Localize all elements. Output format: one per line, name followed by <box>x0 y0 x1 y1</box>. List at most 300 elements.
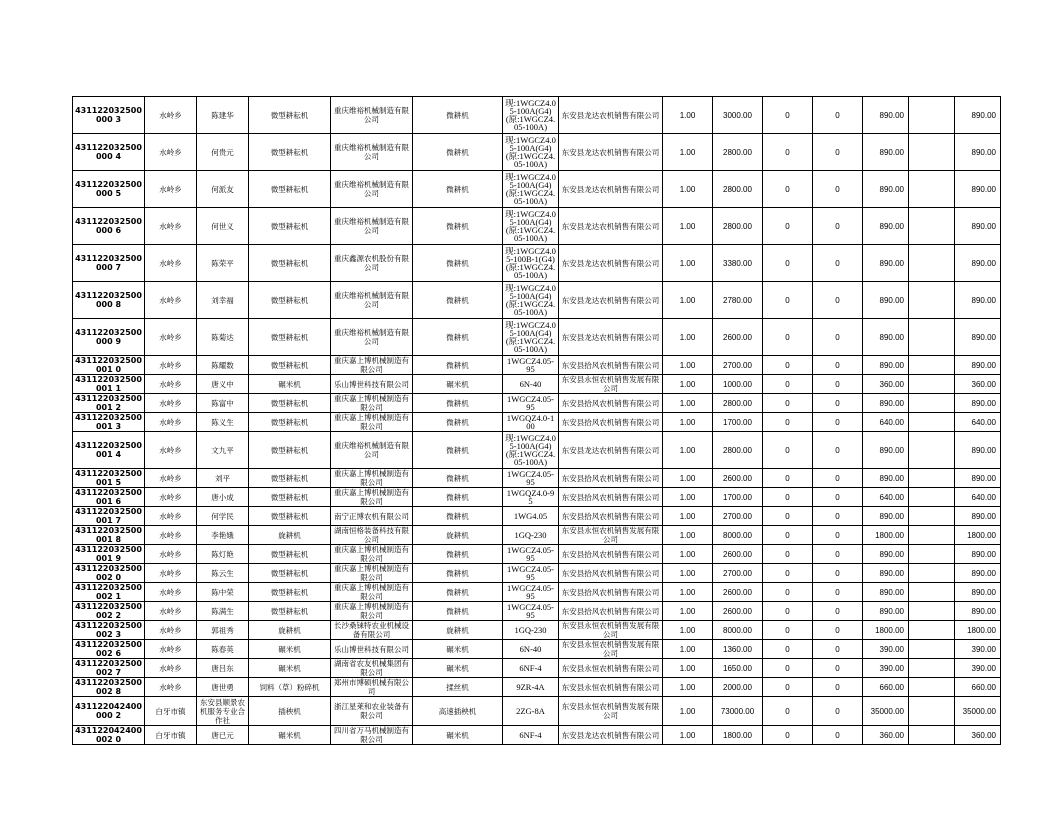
cell-subsidy-amount: 890.00 <box>863 545 909 564</box>
cell-total-subsidy: 1800.00 <box>955 526 1001 545</box>
cell-town: 水岭乡 <box>145 97 197 134</box>
cell-record-id: 431122032500002 0 <box>73 564 145 583</box>
cell-model-number: 现:1WGCZ4.05-100A(G4)(原:1WGCZ4.05-100A) <box>503 134 559 171</box>
cell-machine-item: 微耕机 <box>413 171 503 208</box>
cell-buyer-name: 刘平 <box>197 469 249 488</box>
cell-manufacturer: 湖南恒格装备科技有限公司 <box>331 526 413 545</box>
cell-town: 水岭乡 <box>145 245 197 282</box>
table-row <box>73 526 1001 545</box>
cell-price: 2800.00 <box>713 171 763 208</box>
cell-machine-item: 微耕机 <box>413 507 503 526</box>
cell-town: 白牙市镇 <box>145 697 197 726</box>
cell-dealer: 东安县拾风农机销售有限公司 <box>559 545 663 564</box>
cell-total-subsidy: 890.00 <box>955 432 1001 469</box>
cell-central-subsidy: 0 <box>763 526 813 545</box>
cell-machine-category: 碾米机 <box>249 726 331 745</box>
table-row <box>73 488 1001 507</box>
cell-buyer-name: 陈义生 <box>197 413 249 432</box>
cell-extra-amount <box>909 319 955 356</box>
cell-dealer: 东安县拾风农机销售有限公司 <box>559 469 663 488</box>
cell-buyer-name: 刘幸福 <box>197 282 249 319</box>
cell-total-subsidy: 640.00 <box>955 413 1001 432</box>
cell-subsidy-amount: 390.00 <box>863 640 909 659</box>
table-row <box>73 583 1001 602</box>
cell-manufacturer: 重庆维裕机械制造有限公司 <box>331 282 413 319</box>
cell-manufacturer: 重庆嘉上博机械制造有限公司 <box>331 394 413 413</box>
cell-record-id: 431122032500001 8 <box>73 526 145 545</box>
table-row <box>73 602 1001 621</box>
cell-central-subsidy: 0 <box>763 602 813 621</box>
cell-model-number: 现:1WGCZ4.05-100A(G4)(原:1WGCZ4.05-100A) <box>503 208 559 245</box>
cell-town: 水岭乡 <box>145 640 197 659</box>
cell-machine-item: 碾米机 <box>413 726 503 745</box>
cell-model-number: 1WGCZ4.05-95 <box>503 564 559 583</box>
cell-local-subsidy: 0 <box>813 659 863 678</box>
cell-local-subsidy: 0 <box>813 640 863 659</box>
cell-manufacturer: 四川省万马机械制造有限公司 <box>331 726 413 745</box>
cell-local-subsidy: 0 <box>813 621 863 640</box>
cell-central-subsidy: 0 <box>763 640 813 659</box>
cell-manufacturer: 郑州市博硕机械有限公司 <box>331 678 413 697</box>
cell-record-id: 431122032500001 7 <box>73 507 145 526</box>
cell-buyer-name: 何世义 <box>197 208 249 245</box>
table-row <box>73 394 1001 413</box>
table-row <box>73 97 1001 134</box>
cell-town: 水岭乡 <box>145 356 197 375</box>
cell-machine-category: 微型耕耘机 <box>249 282 331 319</box>
cell-dealer: 东安县龙达农机销售有限公司 <box>559 432 663 469</box>
cell-local-subsidy: 0 <box>813 469 863 488</box>
cell-record-id: 431122032500000 9 <box>73 319 145 356</box>
cell-local-subsidy: 0 <box>813 208 863 245</box>
table-row <box>73 432 1001 469</box>
cell-price: 2700.00 <box>713 507 763 526</box>
cell-quantity: 1.00 <box>663 432 713 469</box>
cell-central-subsidy: 0 <box>763 659 813 678</box>
cell-total-subsidy: 890.00 <box>955 171 1001 208</box>
cell-price: 1650.00 <box>713 659 763 678</box>
cell-manufacturer: 重庆嘉上博机械制造有限公司 <box>331 545 413 564</box>
cell-town: 水岭乡 <box>145 134 197 171</box>
cell-local-subsidy: 0 <box>813 545 863 564</box>
cell-dealer: 东安县永恒农机销售发展有限公司 <box>559 621 663 640</box>
cell-central-subsidy: 0 <box>763 319 813 356</box>
cell-dealer: 东安县永恒农机销售有限公司 <box>559 678 663 697</box>
cell-central-subsidy: 0 <box>763 394 813 413</box>
cell-total-subsidy: 890.00 <box>955 282 1001 319</box>
cell-extra-amount <box>909 726 955 745</box>
cell-dealer: 东安县拾风农机销售有限公司 <box>559 583 663 602</box>
cell-quantity: 1.00 <box>663 526 713 545</box>
cell-machine-item: 微耕机 <box>413 583 503 602</box>
cell-extra-amount <box>909 526 955 545</box>
cell-model-number: 1WGCZ4.05-95 <box>503 469 559 488</box>
cell-price: 2800.00 <box>713 394 763 413</box>
cell-machine-item: 微耕机 <box>413 413 503 432</box>
cell-central-subsidy: 0 <box>763 469 813 488</box>
cell-local-subsidy: 0 <box>813 726 863 745</box>
cell-record-id: 431122032500002 6 <box>73 640 145 659</box>
cell-manufacturer: 重庆嘉上博机械制造有限公司 <box>331 583 413 602</box>
cell-buyer-name: 唐吕东 <box>197 659 249 678</box>
cell-manufacturer: 重庆嘉上博机械制造有限公司 <box>331 564 413 583</box>
table-row <box>73 375 1001 394</box>
cell-record-id: 431122032500001 6 <box>73 488 145 507</box>
cell-local-subsidy: 0 <box>813 413 863 432</box>
cell-model-number: 1WGCZ4.05-95 <box>503 602 559 621</box>
cell-machine-category: 微型耕耘机 <box>249 488 331 507</box>
cell-price: 1000.00 <box>713 375 763 394</box>
cell-machine-item: 碾米机 <box>413 375 503 394</box>
cell-buyer-name: 陈荣平 <box>197 245 249 282</box>
cell-quantity: 1.00 <box>663 507 713 526</box>
cell-subsidy-amount: 890.00 <box>863 208 909 245</box>
cell-local-subsidy: 0 <box>813 602 863 621</box>
table-body <box>73 97 1001 745</box>
cell-machine-item: 微耕机 <box>413 319 503 356</box>
cell-total-subsidy: 390.00 <box>955 659 1001 678</box>
cell-manufacturer: 重庆嘉上博机械制造有限公司 <box>331 356 413 375</box>
cell-quantity: 1.00 <box>663 319 713 356</box>
cell-machine-category: 微型耕耘机 <box>249 564 331 583</box>
cell-subsidy-amount: 890.00 <box>863 602 909 621</box>
cell-total-subsidy: 390.00 <box>955 640 1001 659</box>
cell-extra-amount <box>909 659 955 678</box>
cell-machine-category: 微型耕耘机 <box>249 394 331 413</box>
cell-price: 3000.00 <box>713 97 763 134</box>
cell-machine-category: 碾米机 <box>249 659 331 678</box>
cell-manufacturer: 乐山博世科技有限公司 <box>331 375 413 394</box>
cell-record-id: 431122032500000 6 <box>73 208 145 245</box>
cell-central-subsidy: 0 <box>763 375 813 394</box>
cell-quantity: 1.00 <box>663 245 713 282</box>
cell-central-subsidy: 0 <box>763 621 813 640</box>
cell-town: 水岭乡 <box>145 659 197 678</box>
cell-buyer-name: 唐义中 <box>197 375 249 394</box>
cell-quantity: 1.00 <box>663 413 713 432</box>
cell-machine-category: 饲料（草）粉碎机 <box>249 678 331 697</box>
cell-local-subsidy: 0 <box>813 97 863 134</box>
cell-machine-category: 微型耕耘机 <box>249 319 331 356</box>
cell-quantity: 1.00 <box>663 208 713 245</box>
cell-local-subsidy: 0 <box>813 432 863 469</box>
cell-subsidy-amount: 890.00 <box>863 507 909 526</box>
cell-total-subsidy: 890.00 <box>955 208 1001 245</box>
cell-dealer: 东安县龙达农机销售有限公司 <box>559 208 663 245</box>
cell-extra-amount <box>909 545 955 564</box>
cell-dealer: 东安县拾风农机销售有限公司 <box>559 356 663 375</box>
cell-quantity: 1.00 <box>663 564 713 583</box>
cell-manufacturer: 重庆维裕机械制造有限公司 <box>331 432 413 469</box>
cell-central-subsidy: 0 <box>763 245 813 282</box>
cell-central-subsidy: 0 <box>763 678 813 697</box>
cell-manufacturer: 浙江星莱和农业装备有限公司 <box>331 697 413 726</box>
cell-total-subsidy: 360.00 <box>955 726 1001 745</box>
cell-town: 水岭乡 <box>145 621 197 640</box>
cell-town: 水岭乡 <box>145 678 197 697</box>
cell-buyer-name: 陈灯艳 <box>197 545 249 564</box>
cell-town: 水岭乡 <box>145 564 197 583</box>
cell-subsidy-amount: 890.00 <box>863 245 909 282</box>
cell-total-subsidy: 890.00 <box>955 134 1001 171</box>
cell-machine-item: 旋耕机 <box>413 621 503 640</box>
cell-model-number: 9ZR-4A <box>503 678 559 697</box>
table-row <box>73 640 1001 659</box>
cell-town: 水岭乡 <box>145 413 197 432</box>
cell-dealer: 东安县永恒农机销售有限公司 <box>559 659 663 678</box>
cell-buyer-name: 何派友 <box>197 171 249 208</box>
cell-town: 水岭乡 <box>145 602 197 621</box>
cell-subsidy-amount: 390.00 <box>863 659 909 678</box>
cell-extra-amount <box>909 621 955 640</box>
cell-central-subsidy: 0 <box>763 97 813 134</box>
cell-price: 1800.00 <box>713 726 763 745</box>
cell-price: 2780.00 <box>713 282 763 319</box>
cell-subsidy-amount: 640.00 <box>863 413 909 432</box>
cell-record-id: 431122032500002 1 <box>73 583 145 602</box>
cell-model-number: 1WGQZ4.0-95 <box>503 488 559 507</box>
cell-local-subsidy: 0 <box>813 526 863 545</box>
cell-subsidy-amount: 1800.00 <box>863 621 909 640</box>
cell-dealer: 东安县龙达农机销售有限公司 <box>559 282 663 319</box>
cell-machine-category: 插秧机 <box>249 697 331 726</box>
subsidy-table <box>72 96 1001 745</box>
cell-extra-amount <box>909 488 955 507</box>
cell-extra-amount <box>909 583 955 602</box>
cell-subsidy-amount: 360.00 <box>863 375 909 394</box>
cell-dealer: 东安县永恒农机销售发展有限公司 <box>559 640 663 659</box>
cell-town: 水岭乡 <box>145 319 197 356</box>
cell-buyer-name: 文九平 <box>197 432 249 469</box>
cell-price: 2600.00 <box>713 583 763 602</box>
cell-subsidy-amount: 890.00 <box>863 583 909 602</box>
cell-record-id: 431122032500000 7 <box>73 245 145 282</box>
cell-dealer: 东安县拾风农机销售有限公司 <box>559 488 663 507</box>
cell-model-number: 1WG4.05 <box>503 507 559 526</box>
cell-local-subsidy: 0 <box>813 564 863 583</box>
table-row <box>73 134 1001 171</box>
cell-manufacturer: 重庆维裕机械制造有限公司 <box>331 171 413 208</box>
cell-machine-category: 微型耕耘机 <box>249 171 331 208</box>
cell-subsidy-amount: 660.00 <box>863 678 909 697</box>
cell-quantity: 1.00 <box>663 375 713 394</box>
cell-record-id: 431122032500001 4 <box>73 432 145 469</box>
cell-subsidy-amount: 890.00 <box>863 394 909 413</box>
cell-machine-item: 微耕机 <box>413 356 503 375</box>
cell-total-subsidy: 890.00 <box>955 507 1001 526</box>
cell-extra-amount <box>909 564 955 583</box>
table-row <box>73 245 1001 282</box>
cell-dealer: 东安县永恒农机销售发展有限公司 <box>559 375 663 394</box>
cell-local-subsidy: 0 <box>813 697 863 726</box>
cell-extra-amount <box>909 245 955 282</box>
cell-machine-category: 微型耕耘机 <box>249 413 331 432</box>
table-row <box>73 507 1001 526</box>
cell-dealer: 东安县龙达农机销售有限公司 <box>559 97 663 134</box>
cell-machine-item: 高速插秧机 <box>413 697 503 726</box>
cell-local-subsidy: 0 <box>813 245 863 282</box>
cell-price: 3380.00 <box>713 245 763 282</box>
cell-model-number: 2ZG-8A <box>503 697 559 726</box>
cell-model-number: 现:1WGCZ4.05-100A(G4)(原:1WGCZ4.05-100A) <box>503 319 559 356</box>
cell-town: 水岭乡 <box>145 171 197 208</box>
cell-extra-amount <box>909 134 955 171</box>
cell-central-subsidy: 0 <box>763 488 813 507</box>
cell-manufacturer: 重庆维裕机械制造有限公司 <box>331 319 413 356</box>
cell-subsidy-amount: 890.00 <box>863 97 909 134</box>
cell-price: 8000.00 <box>713 621 763 640</box>
cell-total-subsidy: 360.00 <box>955 375 1001 394</box>
cell-buyer-name: 东安县顺景农机服务专业合作社 <box>197 697 249 726</box>
cell-subsidy-amount: 890.00 <box>863 469 909 488</box>
cell-town: 水岭乡 <box>145 208 197 245</box>
cell-model-number: 6NF-4 <box>503 726 559 745</box>
cell-total-subsidy: 890.00 <box>955 97 1001 134</box>
cell-machine-item: 微耕机 <box>413 432 503 469</box>
cell-machine-category: 微型耕耘机 <box>249 583 331 602</box>
cell-extra-amount <box>909 432 955 469</box>
cell-buyer-name: 陈云生 <box>197 564 249 583</box>
cell-model-number: 1WGQZ4.0-100 <box>503 413 559 432</box>
cell-machine-category: 旋耕机 <box>249 621 331 640</box>
cell-record-id: 431122032500001 3 <box>73 413 145 432</box>
cell-central-subsidy: 0 <box>763 356 813 375</box>
cell-manufacturer: 乐山博世科技有限公司 <box>331 640 413 659</box>
table-row <box>73 621 1001 640</box>
cell-model-number: 现:1WGCZ4.05-100A(G4)(原:1WGCZ4.05-100A) <box>503 97 559 134</box>
cell-price: 2700.00 <box>713 356 763 375</box>
cell-machine-item: 微耕机 <box>413 564 503 583</box>
cell-subsidy-amount: 890.00 <box>863 134 909 171</box>
cell-model-number: 现:1WGCZ4.05-100A(G4)(原:1WGCZ4.05-100A) <box>503 282 559 319</box>
cell-price: 2600.00 <box>713 545 763 564</box>
cell-model-number: 1WGCZ4.05-95 <box>503 394 559 413</box>
cell-model-number: 1WGCZ4.05-95 <box>503 545 559 564</box>
cell-price: 2800.00 <box>713 432 763 469</box>
table-row <box>73 564 1001 583</box>
cell-manufacturer: 重庆嘉上博机械制造有限公司 <box>331 488 413 507</box>
cell-machine-item: 微耕机 <box>413 208 503 245</box>
cell-manufacturer: 重庆嘉上博机械制造有限公司 <box>331 469 413 488</box>
cell-machine-item: 微耕机 <box>413 134 503 171</box>
cell-local-subsidy: 0 <box>813 394 863 413</box>
cell-extra-amount <box>909 97 955 134</box>
cell-dealer: 东安县永恒农机销售发展有限公司 <box>559 526 663 545</box>
cell-dealer: 东安县龙达农机销售有限公司 <box>559 171 663 208</box>
cell-subsidy-amount: 890.00 <box>863 282 909 319</box>
cell-machine-category: 微型耕耘机 <box>249 97 331 134</box>
cell-total-subsidy: 890.00 <box>955 583 1001 602</box>
cell-subsidy-amount: 1800.00 <box>863 526 909 545</box>
cell-town: 水岭乡 <box>145 394 197 413</box>
cell-dealer: 东安县永恒农机销售发展有限公司 <box>559 697 663 726</box>
cell-quantity: 1.00 <box>663 134 713 171</box>
cell-quantity: 1.00 <box>663 678 713 697</box>
cell-model-number: 现:1WGCZ4.05-100A(G4)(原:1WGCZ4.05-100A) <box>503 432 559 469</box>
cell-record-id: 431122032500002 3 <box>73 621 145 640</box>
cell-machine-category: 微型耕耘机 <box>249 245 331 282</box>
cell-subsidy-amount: 890.00 <box>863 356 909 375</box>
cell-buyer-name: 陈富中 <box>197 394 249 413</box>
cell-buyer-name: 李艳娥 <box>197 526 249 545</box>
cell-subsidy-amount: 890.00 <box>863 171 909 208</box>
cell-town: 水岭乡 <box>145 432 197 469</box>
cell-buyer-name: 郭祖秀 <box>197 621 249 640</box>
cell-record-id: 431122032500001 9 <box>73 545 145 564</box>
cell-quantity: 1.00 <box>663 583 713 602</box>
cell-manufacturer: 重庆嘉上博机械制造有限公司 <box>331 602 413 621</box>
cell-manufacturer: 湖南省农友机械集团有限公司 <box>331 659 413 678</box>
cell-buyer-name: 陈春英 <box>197 640 249 659</box>
cell-machine-category: 微型耕耘机 <box>249 134 331 171</box>
cell-price: 8000.00 <box>713 526 763 545</box>
cell-price: 2600.00 <box>713 319 763 356</box>
cell-extra-amount <box>909 208 955 245</box>
cell-machine-item: 微耕机 <box>413 488 503 507</box>
cell-model-number: 1GQ-230 <box>503 621 559 640</box>
cell-machine-item: 微耕机 <box>413 602 503 621</box>
cell-subsidy-amount: 360.00 <box>863 726 909 745</box>
cell-record-id: 431122032500000 4 <box>73 134 145 171</box>
cell-model-number: 1GQ-230 <box>503 526 559 545</box>
cell-quantity: 1.00 <box>663 602 713 621</box>
cell-record-id: 431122042400002 0 <box>73 726 145 745</box>
cell-town: 水岭乡 <box>145 526 197 545</box>
cell-manufacturer: 重庆维裕机械制造有限公司 <box>331 97 413 134</box>
cell-machine-category: 微型耕耘机 <box>249 208 331 245</box>
cell-total-subsidy: 640.00 <box>955 488 1001 507</box>
cell-manufacturer: 重庆维裕机械制造有限公司 <box>331 134 413 171</box>
cell-machine-category: 旋耕机 <box>249 526 331 545</box>
cell-central-subsidy: 0 <box>763 545 813 564</box>
cell-machine-item: 微耕机 <box>413 97 503 134</box>
cell-total-subsidy: 890.00 <box>955 545 1001 564</box>
cell-central-subsidy: 0 <box>763 282 813 319</box>
table-row <box>73 208 1001 245</box>
cell-total-subsidy: 890.00 <box>955 564 1001 583</box>
cell-price: 2000.00 <box>713 678 763 697</box>
cell-buyer-name: 唐小成 <box>197 488 249 507</box>
cell-town: 水岭乡 <box>145 488 197 507</box>
cell-quantity: 1.00 <box>663 488 713 507</box>
cell-quantity: 1.00 <box>663 697 713 726</box>
cell-dealer: 东安县龙达农机销售有限公司 <box>559 319 663 356</box>
cell-record-id: 431122032500002 8 <box>73 678 145 697</box>
cell-buyer-name: 陈满生 <box>197 602 249 621</box>
cell-subsidy-amount: 890.00 <box>863 319 909 356</box>
cell-machine-item: 旋耕机 <box>413 526 503 545</box>
table-row <box>73 171 1001 208</box>
cell-town: 水岭乡 <box>145 583 197 602</box>
table-row <box>73 319 1001 356</box>
cell-machine-item: 碾米机 <box>413 659 503 678</box>
cell-model-number: 6N-40 <box>503 375 559 394</box>
cell-extra-amount <box>909 413 955 432</box>
cell-central-subsidy: 0 <box>763 507 813 526</box>
cell-local-subsidy: 0 <box>813 583 863 602</box>
cell-quantity: 1.00 <box>663 282 713 319</box>
cell-model-number: 6NF-4 <box>503 659 559 678</box>
cell-dealer: 东安县龙达农机销售有限公司 <box>559 134 663 171</box>
cell-buyer-name: 陈建华 <box>197 97 249 134</box>
cell-buyer-name: 陈中荣 <box>197 583 249 602</box>
cell-local-subsidy: 0 <box>813 375 863 394</box>
cell-manufacturer: 重庆鑫源农机股份有限公司 <box>331 245 413 282</box>
cell-buyer-name: 何学民 <box>197 507 249 526</box>
cell-local-subsidy: 0 <box>813 356 863 375</box>
cell-quantity: 1.00 <box>663 640 713 659</box>
cell-model-number: 1WGCZ4.05-95 <box>503 356 559 375</box>
